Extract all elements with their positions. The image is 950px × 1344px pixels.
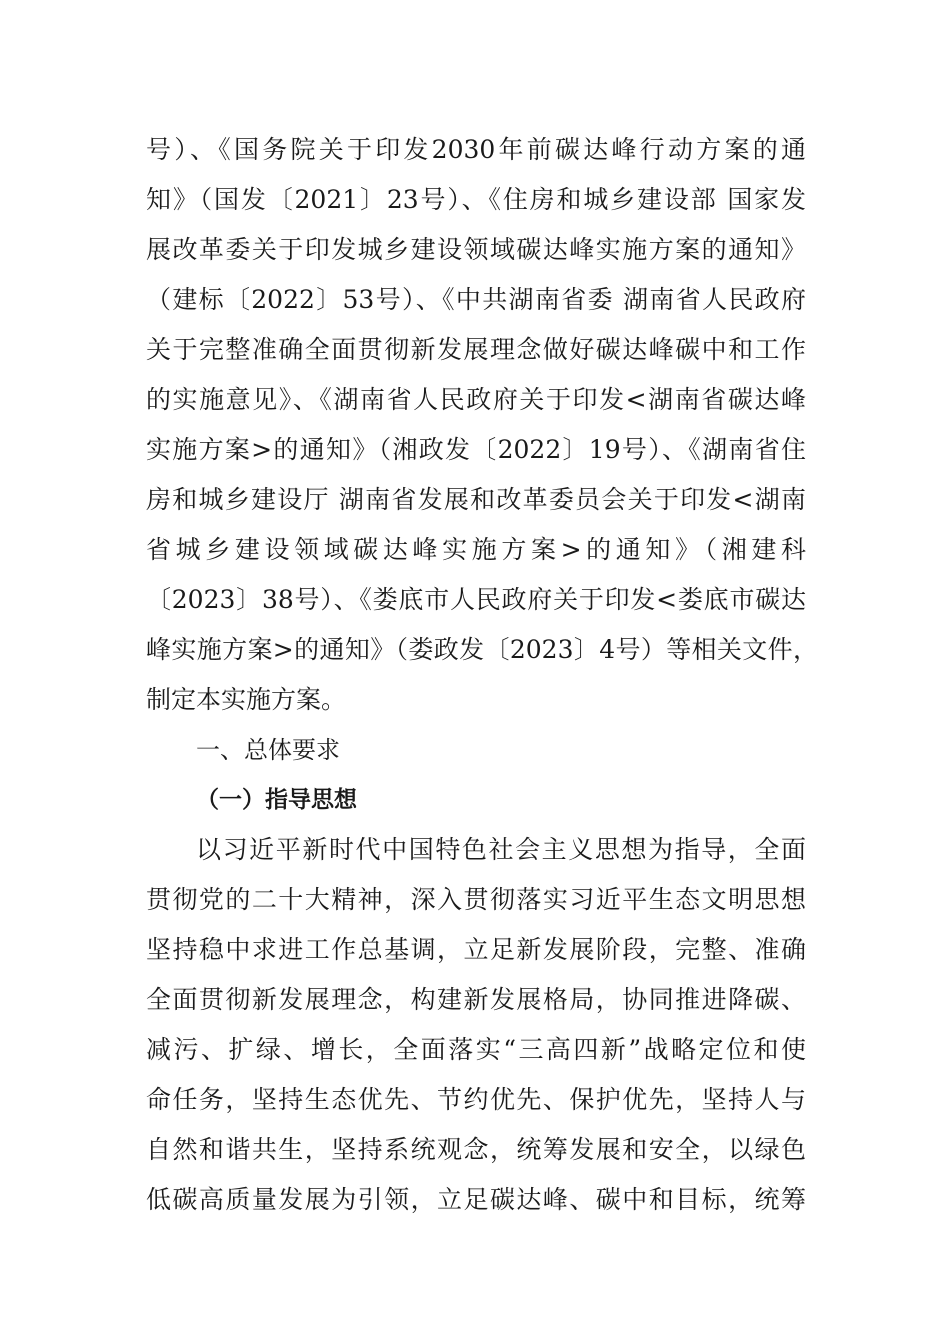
paragraph-line: 以习近平新时代中国特色社会主义思想为指导，全面 — [196, 835, 806, 864]
paragraph-line: 号）、《国务院关于印发2030年前碳达峰行动方案的通 — [146, 135, 806, 164]
paragraph-line: 知》（国发〔2021〕23号）、《住房和城乡建设部 国家发 — [146, 185, 806, 214]
paragraph-line: 〔2023〕38号）、《娄底市人民政府关于印发<娄底市碳达 — [146, 585, 806, 614]
paragraph-line: 展改革委关于印发城乡建设领域碳达峰实施方案的通知》 — [146, 235, 806, 264]
paragraph-line: 房和城乡建设厅 湖南省发展和改革委员会关于印发<湖南 — [146, 485, 806, 514]
paragraph-line: 制定本实施方案。 — [146, 685, 347, 714]
paragraph-line: 贯彻党的二十大精神，深入贯彻落实习近平生态文明思想 — [146, 885, 806, 914]
paragraph-line: 低碳高质量发展为引领，立足碳达峰、碳中和目标，统筹 — [146, 1185, 806, 1214]
paragraph-line: 的实施意见》、《湖南省人民政府关于印发<湖南省碳达峰 — [146, 385, 806, 414]
subsection-heading: （一）指导思想 — [196, 787, 357, 813]
paragraph-line: 峰实施方案>的通知》（娄政发〔2023〕4号）等相关文件， — [146, 635, 818, 664]
paragraph-line: 减污、扩绿、增长，全面落实“三高四新”战略定位和使 — [146, 1035, 806, 1064]
paragraph-line: 坚持稳中求进工作总基调，立足新发展阶段，完整、准确 — [146, 935, 806, 964]
paragraph-line: 省城乡建设领域碳达峰实施方案>的通知》（湘建科 — [146, 535, 806, 564]
paragraph-line: 全面贯彻新发展理念，构建新发展格局，协同推进降碳、 — [146, 985, 806, 1014]
paragraph-line: 实施方案>的通知》（湘政发〔2022〕19号）、《湖南省住 — [146, 435, 806, 464]
paragraph-line: 命任务，坚持生态优先、节约优先、保护优先，坚持人与 — [146, 1085, 806, 1114]
section-heading: 一、总体要求 — [196, 736, 340, 764]
paragraph-line: （建标〔2022〕53号）、《中共湖南省委 湖南省人民政府 — [146, 285, 806, 314]
paragraph-line: 关于完整准确全面贯彻新发展理念做好碳达峰碳中和工作 — [146, 335, 806, 364]
paragraph-line: 自然和谐共生，坚持系统观念，统筹发展和安全，以绿色 — [146, 1135, 806, 1164]
